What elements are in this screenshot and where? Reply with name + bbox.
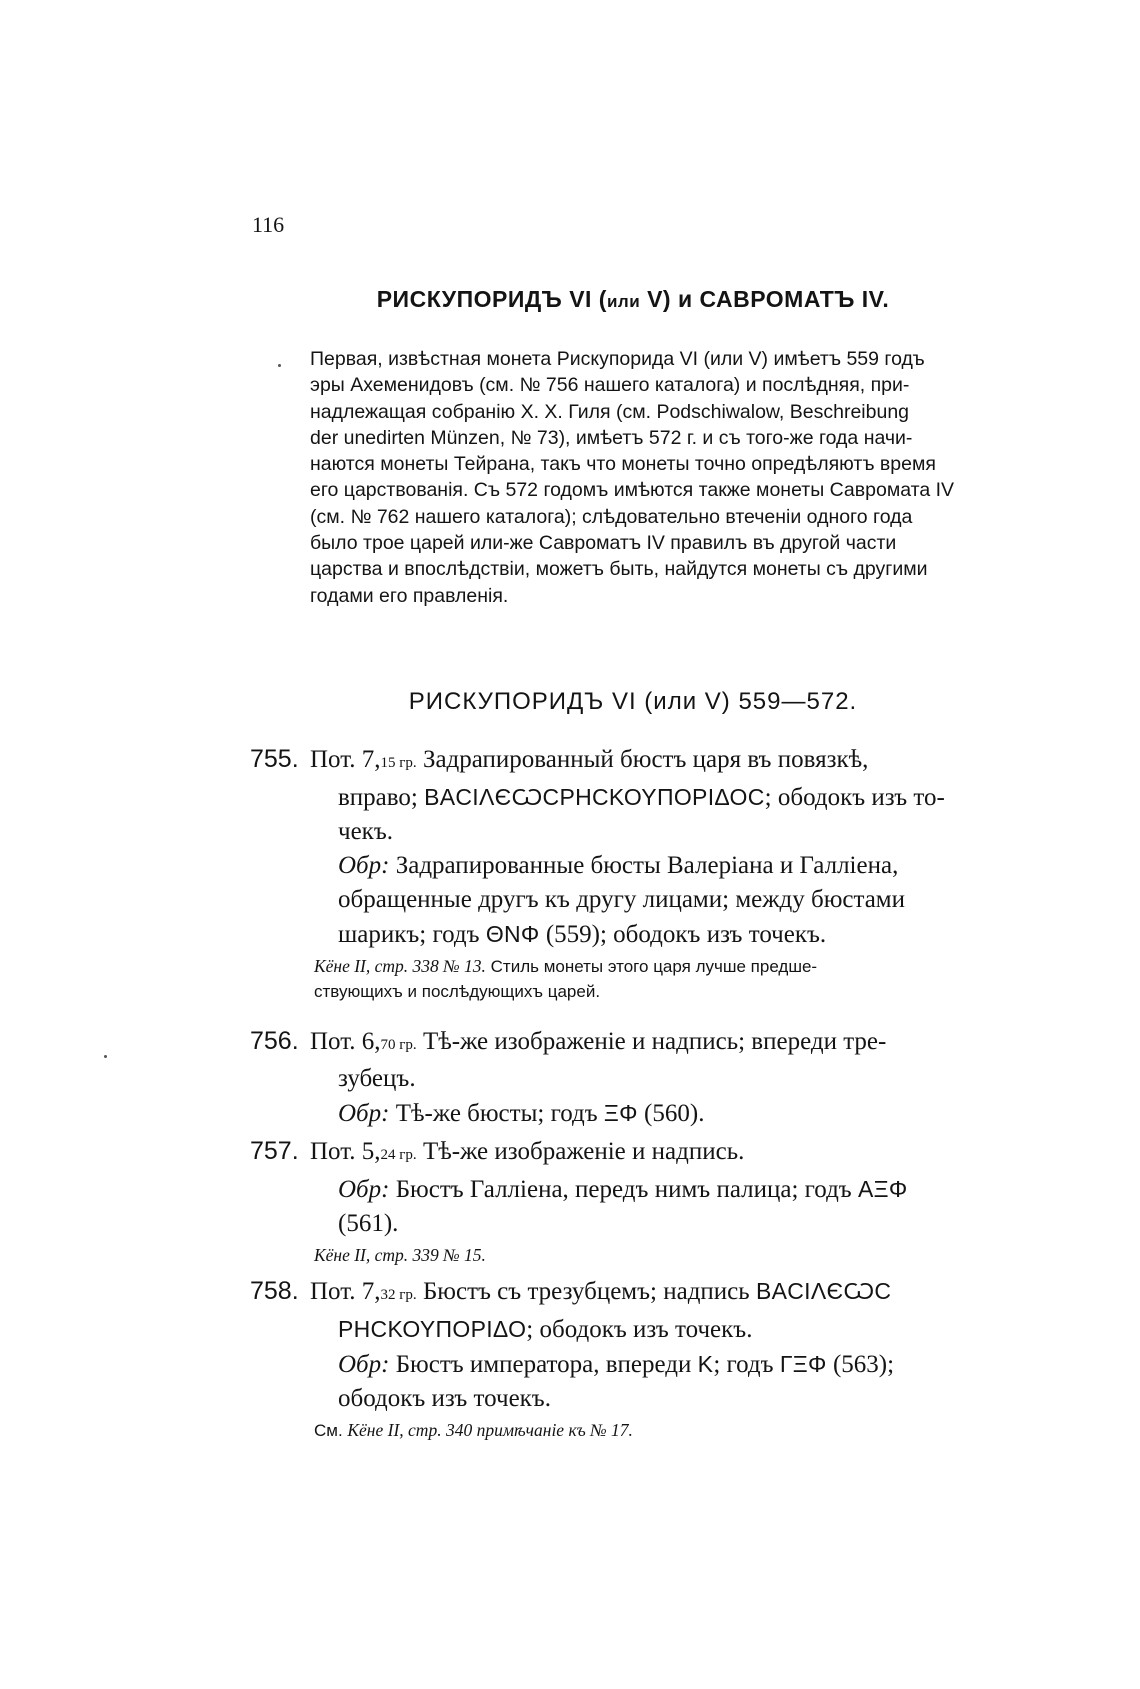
entry-text: шарикъ; годъ <box>338 921 486 948</box>
entry-weight-sub: 70 гр. <box>380 1037 417 1053</box>
obverse-label: Обр: <box>338 1351 390 1378</box>
entry-line <box>250 1024 1016 1062</box>
entry-weight: Пот. 7, <box>310 746 381 773</box>
entry-description: Тѣ-же изображеніе и надпись; впереди тре- <box>416 1028 887 1055</box>
page-number: 116 <box>252 212 285 237</box>
entry-reference <box>250 979 1016 1004</box>
entry-obverse-line <box>250 1096 1016 1131</box>
intro-line: царства и впослѣдствіи, можетъ быть, найдутся монеты съ другими <box>310 558 928 581</box>
obverse-label: Обр: <box>338 1100 390 1127</box>
entry-line <box>250 917 1016 952</box>
greek-letter: Κ <box>697 1351 714 1377</box>
catalog-entry-757 <box>250 1134 1016 1268</box>
reference-note: ствующихъ и послѣдующихъ царей. <box>314 982 601 1001</box>
greek-legend: ΒΑCΙΛЄѠCΡΗCΚΟΥΠΟΡΙΔΟC <box>424 784 765 810</box>
greek-legend: ΒΑCΙΛЄѠC <box>755 1278 892 1304</box>
intro-line: der unedirten Münzen, № 73), имѣетъ 572 г. и съ того-же года начи- <box>310 426 913 449</box>
reference-citation: Кёне II, стр. 338 № 13. <box>314 956 486 976</box>
entry-reference <box>250 1243 1016 1268</box>
entry-text: (559); ободокъ изъ точекъ. <box>539 921 827 948</box>
entry-weight-sub: 15 гр. <box>380 755 417 771</box>
entry-text: Тѣ-же бюсты; годъ <box>389 1100 604 1127</box>
obverse-label: Обр: <box>338 852 390 879</box>
scan-speck <box>104 1055 107 1058</box>
heading-small-word: или <box>606 292 641 311</box>
entry-reference <box>250 954 1016 979</box>
greek-legend: ΡΗCΚΟΥΠΟΡΙΔΟ <box>338 1316 527 1342</box>
reference-note: Стиль монеты этого царя лучше предше- <box>485 957 818 976</box>
entry-text: Бюстъ императора, впереди <box>389 1351 698 1378</box>
entry-text: вправо; <box>338 784 425 811</box>
entry-number: 756. <box>250 1027 299 1055</box>
intro-line: эры Ахеменидовъ (см. № 756 нашего каталога) и послѣдняя, при- <box>310 374 910 397</box>
entry-description: Тѣ-же изображеніе и надпись. <box>416 1138 745 1165</box>
entry-line: чекъ. <box>338 818 393 845</box>
entry-weight-sub: 32 гр. <box>380 1287 417 1303</box>
intro-paragraph <box>310 346 1014 609</box>
reference-citation: Кёне II, стр. 339 № 15. <box>314 1245 486 1265</box>
intro-line: наются монеты Тейрана, такъ что монеты точно опредѣляютъ время <box>310 453 936 476</box>
catalog-entry-756 <box>250 1024 1016 1131</box>
greek-year: ΑΞΦ <box>857 1176 908 1202</box>
obverse-label: Обр: <box>338 1176 390 1203</box>
entry-text: (560). <box>637 1100 705 1127</box>
entry-text: ; ободокъ изъ точекъ. <box>526 1316 753 1343</box>
heading-part2: V) и САВРОМАТЪ IV. <box>640 286 890 312</box>
greek-year: ΓΞΦ <box>779 1351 827 1377</box>
reference-prefix: См. <box>314 1421 348 1440</box>
entry-weight: Пот. 7, <box>310 1278 381 1305</box>
intro-line: годами его правленія. <box>310 584 509 607</box>
entry-line <box>250 742 1016 780</box>
entry-reference <box>250 1418 1016 1443</box>
entry-obverse-line <box>250 1172 1016 1207</box>
entry-obverse-line <box>250 1347 1016 1382</box>
entry-text: Бюстъ Галліена, передъ нимъ палица; годъ <box>389 1176 858 1203</box>
scan-speck <box>278 364 281 367</box>
intro-line: его царствованія. Съ 572 годомъ имѣются также монеты Савромата IV <box>310 479 955 502</box>
intro-line: Первая, извѣстная монета Рискупорида VI (или V) имѣетъ 559 годъ <box>310 348 925 370</box>
entry-weight: Пот. 5, <box>310 1138 381 1165</box>
entry-text: ; годъ <box>713 1351 780 1378</box>
entry-number: 755. <box>250 745 299 773</box>
greek-year: ΘΝΦ <box>485 921 540 947</box>
entry-description: Бюстъ съ трезубцемъ; надпись <box>416 1278 756 1305</box>
entry-line: ободокъ изъ точекъ. <box>338 1385 551 1412</box>
section-heading <box>250 286 1016 313</box>
intro-line: было трое царей или-же Савроматъ IV правилъ въ другой части <box>310 532 897 555</box>
entry-number: 758. <box>250 1277 299 1305</box>
heading-part1: РИСКУПОРИДЪ VI ( <box>376 286 607 312</box>
entry-description: Задрапированный бюстъ царя въ повязкѣ, <box>416 746 869 773</box>
intro-line: надлежащая собранію Х. Х. Гиля (см. Podschiwalow, Beschreibung <box>310 400 910 423</box>
intro-line: (см. № 762 нашего каталога); слѣдовательно втеченіи одного года <box>310 505 913 528</box>
reference-citation: Кёне II, стр. 340 примѣчаніе къ № 17. <box>347 1420 633 1440</box>
entry-line: обращенные другъ къ другу лицами; между бюстами <box>338 886 906 913</box>
entry-weight: Пот. 6, <box>310 1028 381 1055</box>
entry-number: 757. <box>250 1137 299 1165</box>
entry-line <box>250 1312 1016 1347</box>
entry-text: (563); <box>826 1351 895 1378</box>
catalog-entry-755 <box>250 742 1016 1004</box>
entry-obverse-line <box>250 849 1016 883</box>
entry-text: ; ободокъ изъ то- <box>764 784 945 811</box>
entry-text: Задрапированные бюсты Валеріана и Галліена, <box>389 852 899 879</box>
catalog-entry-758 <box>250 1274 1016 1443</box>
reign-subheading: РИСКУПОРИДЪ VI (или V) 559—572. <box>408 688 858 715</box>
entry-line: зубецъ. <box>338 1065 416 1092</box>
entry-line <box>250 780 1016 815</box>
entry-line: (561). <box>338 1210 399 1237</box>
entry-line <box>250 1134 1016 1172</box>
entry-line <box>250 1274 1016 1312</box>
greek-year: ΞΦ <box>603 1100 638 1126</box>
entry-weight-sub: 24 гр. <box>380 1147 417 1163</box>
